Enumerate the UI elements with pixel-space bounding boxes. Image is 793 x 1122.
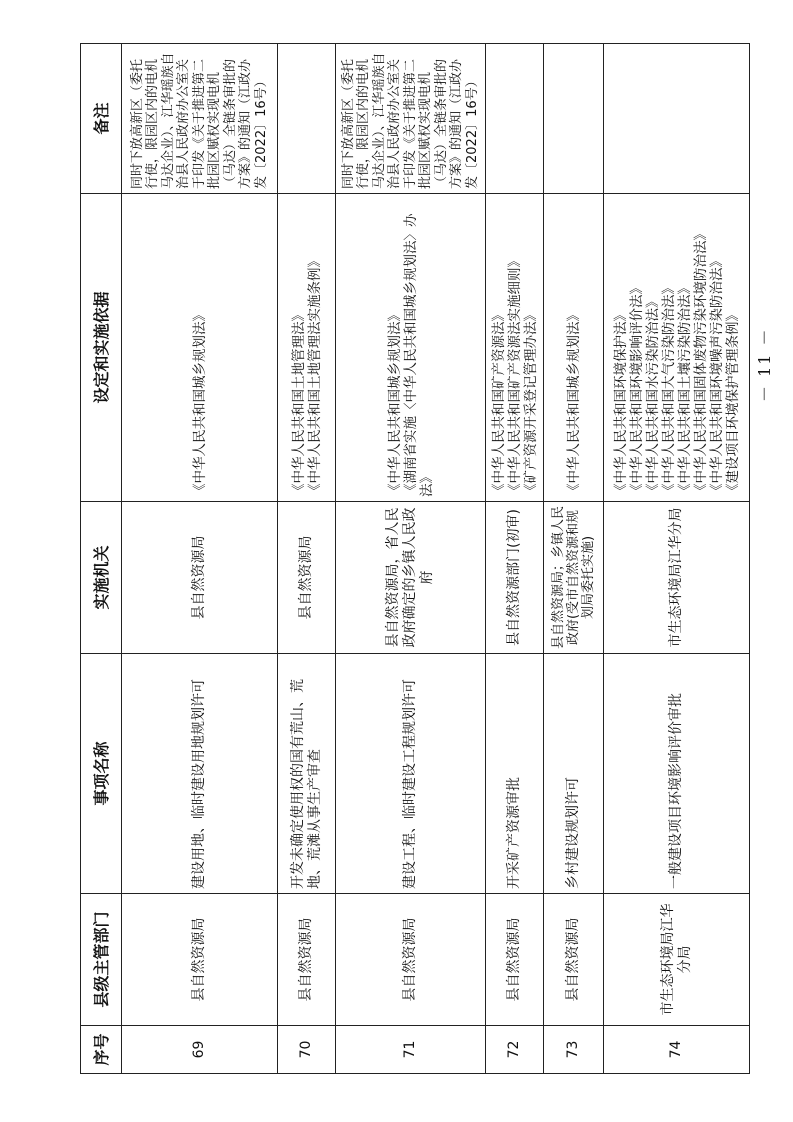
row-note — [486, 44, 544, 194]
table-row — [486, 44, 544, 1074]
basis-law: 《中华人民共和国土壤污染防治法》 — [676, 281, 693, 497]
basis-law: 《中华人民共和国城乡规划法》 — [565, 308, 582, 497]
row-agency: 县自然资源局 — [278, 502, 336, 654]
row-item: 开采矿产资源审批 — [486, 654, 544, 894]
basis-law: 《中华人民共和国水污染防治法》 — [644, 294, 661, 497]
row-note: 同时下放高新区（委托行使，限园区内的电机马达企业）、江华瑶族自治县人民政府办公室关于印发《关于推进第二批园区赋权实现电机（马达）全链条审批的方案》的通知（江政办发〔2022〕16号） — [122, 44, 278, 194]
row-item: 建设工程、临时建设工程规划许可 — [336, 654, 486, 894]
basis-law: 《中华人民共和国城乡规划法》 — [386, 308, 403, 497]
basis-law: 《中华人民共和国环境保护法》 — [612, 308, 629, 497]
row-agency: 县自然资源局，省人民政府确定的乡镇人民政府 — [336, 502, 486, 654]
row-basis — [486, 194, 544, 502]
row-dept: 县自然资源局 — [486, 894, 544, 1026]
approval-items-table — [80, 43, 750, 1074]
basis-law: 《中华人民共和国大气污染防治法》 — [660, 281, 677, 497]
row-dept: 县自然资源局 — [278, 894, 336, 1026]
basis-law: 《中华人民共和国环境影响评价法》 — [628, 281, 645, 497]
row-note — [604, 44, 750, 194]
row-no: 74 — [604, 1026, 750, 1074]
row-item: 开发未确定使用权的国有荒山、荒地、荒滩从事生产审查 — [278, 654, 336, 894]
header-agency: 实施机关 — [81, 502, 122, 654]
basis-law: 《矿产资源开采登记管理办法》 — [522, 308, 539, 497]
row-basis — [604, 194, 750, 502]
basis-law: 《中华人民共和国城乡规划法》 — [191, 308, 208, 497]
row-item: 建设用地、临时建设用地规划许可 — [122, 654, 278, 894]
row-basis — [336, 194, 486, 502]
row-no: 71 — [336, 1026, 486, 1074]
basis-law: 《中华人民共和国矿产资源法实施细则》 — [506, 254, 523, 497]
table-row — [544, 44, 604, 1074]
page-number: － 11 － — [755, 327, 774, 402]
table-row — [278, 44, 336, 1074]
row-agency: 县自然资源局；乡镇人民政府(受市自然资源和规划局委托实施) — [544, 502, 604, 654]
header-dept: 县级主管部门 — [81, 894, 122, 1026]
header-item: 事项名称 — [81, 654, 122, 894]
basis-law: 《中华人民共和国固体废物污染环境防治法》 — [692, 227, 709, 497]
basis-law: 《中华人民共和国土地管理法实施条例》 — [306, 254, 323, 497]
basis-law: 《建设项目环境保护管理条例》 — [724, 308, 741, 497]
table-row — [604, 44, 750, 1074]
row-dept: 市生态环境局江华分局 — [604, 894, 750, 1026]
row-note — [278, 44, 336, 194]
header-no: 序号 — [81, 1026, 122, 1074]
basis-law: 《中华人民共和国土地管理法》 — [290, 308, 307, 497]
header-note: 备注 — [81, 44, 122, 194]
basis-law: 《湖南省实施〈中华人民共和国城乡规划法〉办法》 — [402, 213, 435, 497]
row-agency: 市生态环境局江华分局 — [604, 502, 750, 654]
row-dept: 县自然资源局 — [122, 894, 278, 1026]
row-basis — [544, 194, 604, 502]
row-dept: 县自然资源局 — [336, 894, 486, 1026]
row-item: 一般建设项目环境影响评价审批 — [604, 654, 750, 894]
row-note — [544, 44, 604, 194]
row-no: 72 — [486, 1026, 544, 1074]
row-agency: 县自然资源局 — [122, 502, 278, 654]
basis-law: 《中华人民共和国矿产资源法》 — [490, 308, 507, 497]
basis-law: 《中华人民共和国环境噪声污染防治法》 — [708, 254, 725, 497]
row-basis — [122, 194, 278, 502]
row-basis — [278, 194, 336, 502]
row-no: 73 — [544, 1026, 604, 1074]
row-note: 同时下放高新区（委托行使，限园区内的电机马达企业）、江华瑶族自治县人民政府办公室关于印发《关于推进第二批园区赋权实现电机（马达）全链条审批的方案》的通知（江政办发〔2022〕16号） — [336, 44, 486, 194]
row-dept: 县自然资源局 — [544, 894, 604, 1026]
header-row — [81, 44, 122, 1074]
row-no: 69 — [122, 1026, 278, 1074]
table-row — [122, 44, 278, 1074]
row-no: 70 — [278, 1026, 336, 1074]
table-row — [336, 44, 486, 1074]
header-basis: 设定和实施依据 — [81, 194, 122, 502]
row-agency: 县自然资源部门(初审) — [486, 502, 544, 654]
row-item: 乡村建设规划许可 — [544, 654, 604, 894]
